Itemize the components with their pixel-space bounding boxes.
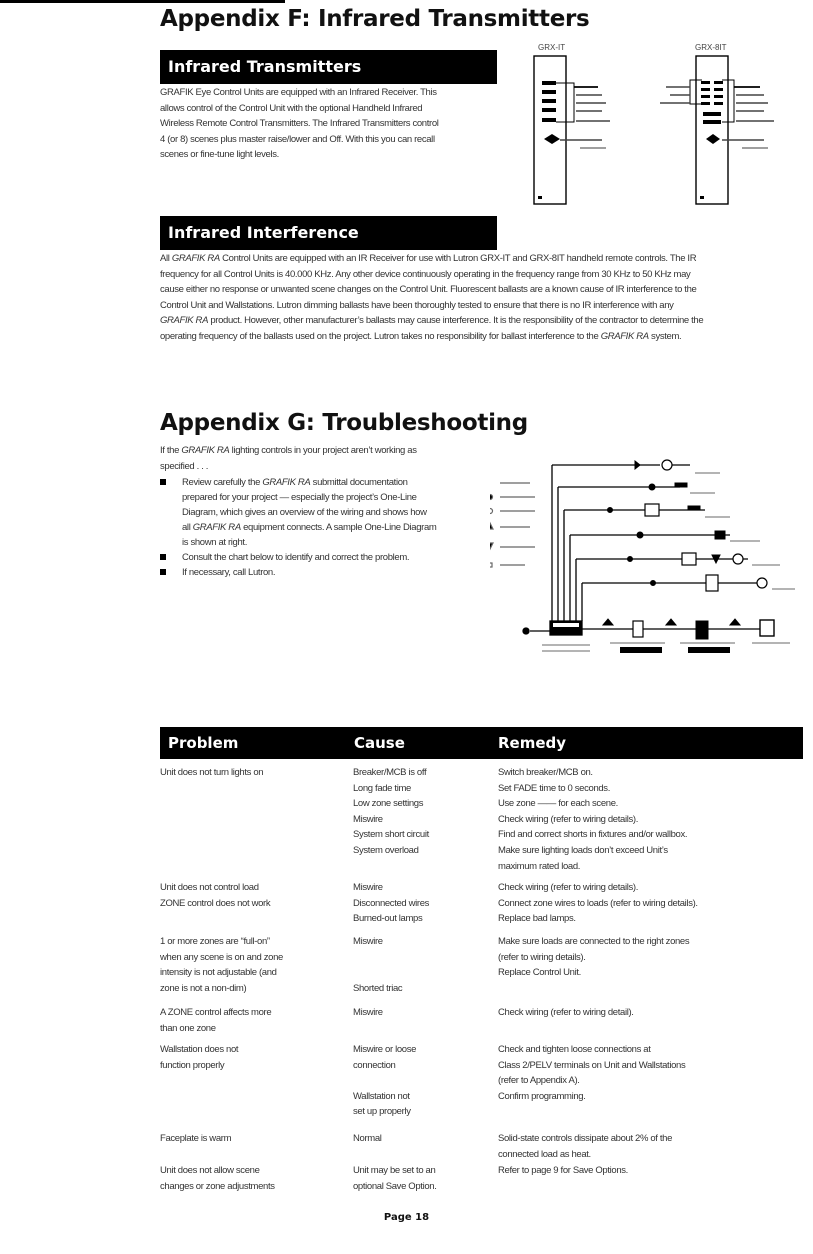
text-run: product. However, other manufacturer’s ballasts may cause interference. It is the responsibility of the contractor to determine the	[208, 315, 704, 326]
problem-cell: A ZONE control affects more than one zone	[160, 1007, 272, 1034]
product-name: GRAFIK RA	[181, 445, 230, 456]
text-run: operating frequency of the ballasts used on the project. Lutron takes no responsibility for ballast interference to the	[160, 330, 601, 342]
product-name: GRAFIK RA	[262, 477, 311, 488]
header-remedy: Remedy	[498, 734, 567, 752]
text-run: If necessary, call Lutron.	[182, 567, 276, 578]
text-run: All	[160, 253, 172, 264]
text-line	[182, 550, 480, 565]
text-run: Diagram, which gives an overview of the wiring and shows how	[182, 507, 427, 518]
text-line	[182, 520, 480, 535]
text-line: GRAFIK Eye Control Units are equipped with an Infrared Receiver. This	[160, 87, 437, 98]
troubleshooting-intro	[160, 443, 480, 474]
text-run: Control Unit and Wallstations. Lutron dimming ballasts have been thoroughly tested to ensure that there is no IR interference with any	[160, 299, 674, 311]
text-line: Wireless Remote Control Transmitters. The Infrared Transmitters control	[160, 118, 439, 129]
text-run: If the	[160, 445, 182, 456]
problem-cell: Faceplate is warm	[160, 1133, 232, 1144]
text-run: is shown at right.	[182, 537, 247, 548]
text-line	[182, 490, 480, 505]
header-problem: Problem	[168, 734, 239, 752]
text-run: Review carefully the	[182, 477, 263, 488]
text-run: cause either no response or unwanted scene changes on the Control Unit. Fluorescent ballasts are a known cause of IR interference to the	[160, 284, 697, 295]
ir-transmitters-text	[160, 85, 505, 163]
remedy-cell: Refer to page 9 for Save Options.	[498, 1165, 628, 1176]
text-line: 4 (or 8) scenes plus master raise/lower and Off. With this you can recall	[160, 133, 435, 145]
list-item	[160, 550, 480, 565]
text-run: specified . . .	[160, 460, 209, 472]
troubleshooting-steps	[160, 475, 480, 580]
text-line	[160, 443, 480, 459]
grx-it-label: GRX-IT	[538, 43, 566, 52]
text-run: system.	[648, 330, 682, 342]
problem-cell: Wallstation does not function properly	[160, 1044, 239, 1071]
ir-interference-heading: Infrared Interference	[160, 216, 497, 250]
remedy-cell: Check wiring (refer to wiring details). Connect zone wires to loads (refer to wiring details). Replace bad lamps.	[498, 882, 698, 925]
bullet-square-icon	[160, 569, 166, 575]
problem-cell: Unit does not control load ZONE control does not work	[160, 882, 271, 909]
grx-it-remote-icon	[534, 56, 610, 204]
problem-cell: 1 or more zones are “full-on” when any scene is on and zone intensity is not adjustable (and zone is not a non-dim)	[160, 936, 283, 994]
product-name: GRAFIK RA	[171, 253, 220, 264]
text-run: submittal documentation	[310, 477, 408, 488]
bullet-square-icon	[160, 479, 166, 485]
cause-cell: Miswire Disconnected wires Burned-out lamps	[353, 882, 430, 925]
page-number: Page 18	[383, 1212, 430, 1223]
text-line	[182, 475, 480, 490]
text-line	[182, 535, 480, 550]
remedy-cell: Solid-state controls dissipate about 2% of the connected load as heat.	[498, 1133, 673, 1160]
remedy-cell: Check and tighten loose connections at Class 2/PELV terminals on Unit and Wallstations (refer to Appendix A). Confirm programming.	[498, 1044, 686, 1102]
text-line	[182, 565, 480, 580]
list-item	[160, 565, 480, 580]
product-name: GRAFIK RA	[160, 315, 209, 326]
text-line: scenes or fine-tune light levels.	[160, 149, 279, 160]
one-line-diagram	[490, 455, 800, 665]
text-line	[160, 282, 803, 298]
bullet-square-icon	[160, 554, 166, 560]
appendix-f-title: Appendix F: Infrared Transmitters	[160, 6, 590, 32]
remote-transmitter-diagram	[520, 38, 810, 208]
grx-8it-label: GRX-8IT	[695, 43, 727, 52]
text-line	[160, 329, 803, 345]
text-line	[160, 267, 803, 283]
text-line	[160, 298, 803, 314]
text-run: prepared for your project — especially the project’s One-Line	[182, 492, 417, 503]
cause-cell: Miswire	[353, 1007, 383, 1018]
appendix-g-title: Appendix G: Troubleshooting	[160, 410, 528, 436]
text-line	[160, 313, 803, 329]
text-run: equipment connects. A sample One-Line Diagram	[240, 522, 437, 533]
ir-interference-text	[160, 251, 803, 344]
top-rule	[0, 0, 285, 3]
list-item	[160, 475, 480, 550]
text-line	[160, 459, 480, 475]
problem-cell: Unit does not allow scene changes or zone adjustments	[160, 1165, 275, 1192]
grx-8it-remote-icon	[660, 56, 774, 204]
text-line	[160, 251, 803, 267]
cause-cell: Miswire or loose connection Wallstation not set up properly	[353, 1044, 417, 1118]
text-run: lighting controls in your project aren’t working as	[229, 445, 417, 456]
product-name: GRAFIK RA	[192, 522, 241, 533]
remedy-cell: Check wiring (refer to wiring detail).	[498, 1007, 634, 1018]
text-line: allows control of the Control Unit with the optional Handheld Infrared	[160, 102, 423, 114]
text-run: Consult the chart below to identify and correct the problem.	[182, 552, 410, 563]
text-run: Control Units are equipped with an IR Receiver for use with Lutron GRX-IT and GRX-8IT handheld remote controls. The IR	[219, 253, 697, 264]
troubleshooting-table-header	[160, 727, 803, 759]
cause-cell: Breaker/MCB is off Long fade time Low zone settings Miswire System short circuit System overload	[353, 767, 429, 856]
cause-cell: Normal	[353, 1133, 382, 1144]
text-line	[182, 505, 480, 520]
text-run: frequency for all Control Units is 40.000 KHz. Any other device continuously operating in the frequency range from 30 KHz to 50 KHz may	[160, 268, 691, 280]
cause-cell: Unit may be set to an optional Save Option.	[353, 1165, 437, 1192]
product-name: GRAFIK RA	[600, 330, 649, 342]
remedy-cell: Make sure loads are connected to the right zones (refer to wiring details). Replace Control Unit.	[498, 936, 690, 979]
problem-cell: Unit does not turn lights on	[160, 767, 264, 778]
ir-transmitters-heading: Infrared Transmitters	[160, 50, 497, 84]
cause-cell: Miswire Shorted triac	[353, 936, 403, 994]
header-cause: Cause	[354, 734, 405, 752]
text-run: all	[182, 522, 193, 533]
remedy-cell: Switch breaker/MCB on. Set FADE time to 0 seconds. Use zone —— for each scene. Check wiring (refer to wiring details). Find and correct shorts in fixtures and/or wallbox. Make sure lighting loads don’t exceed Unit’s maximum rated load.	[498, 767, 688, 872]
